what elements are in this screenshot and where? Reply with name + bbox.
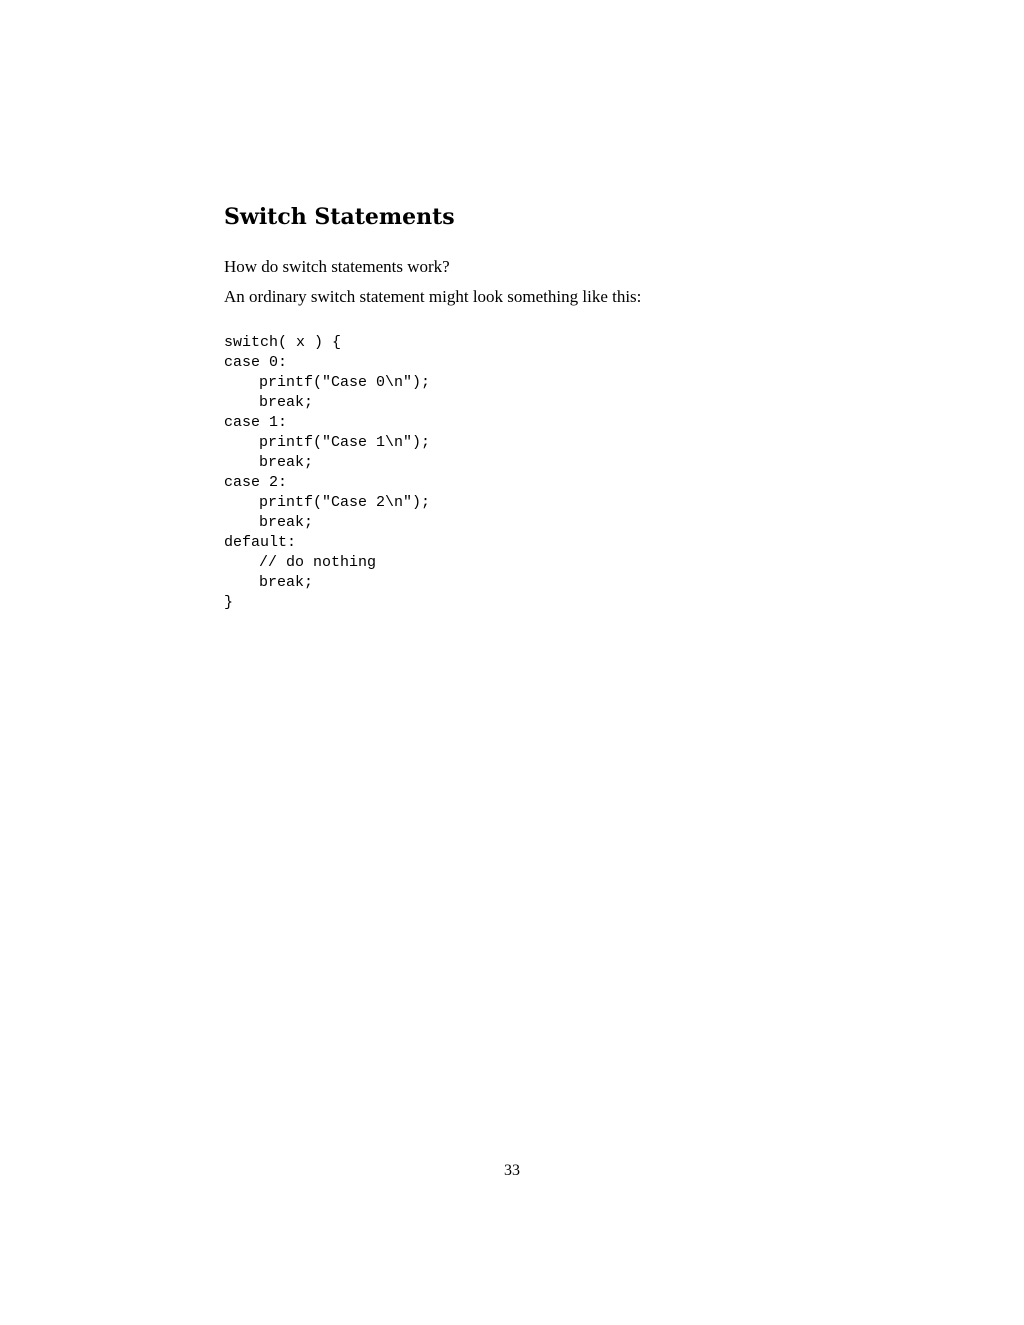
code-line: // do nothing: [259, 554, 377, 571]
code-line: break;: [259, 574, 314, 591]
intro-question: How do switch statements work?: [224, 257, 450, 276]
code-line: }: [224, 594, 234, 611]
code-line: switch( x ) {: [224, 334, 342, 351]
page-number: 33: [504, 1162, 520, 1179]
code-line: printf("Case 1\n");: [259, 434, 431, 451]
section-title: Switch Statements: [224, 204, 455, 230]
code-line: break;: [259, 394, 314, 411]
code-line: printf("Case 2\n");: [259, 494, 431, 511]
code-line: break;: [259, 514, 314, 531]
code-line: default:: [224, 534, 297, 551]
code-line: printf("Case 0\n");: [259, 374, 431, 391]
code-line: case 0:: [224, 354, 288, 371]
code-line: case 2:: [224, 474, 288, 491]
intro-description: An ordinary switch statement might look something like this:: [224, 287, 642, 306]
code-line: case 1:: [224, 414, 288, 431]
code-line: break;: [259, 454, 314, 471]
code-block: [224, 333, 430, 613]
